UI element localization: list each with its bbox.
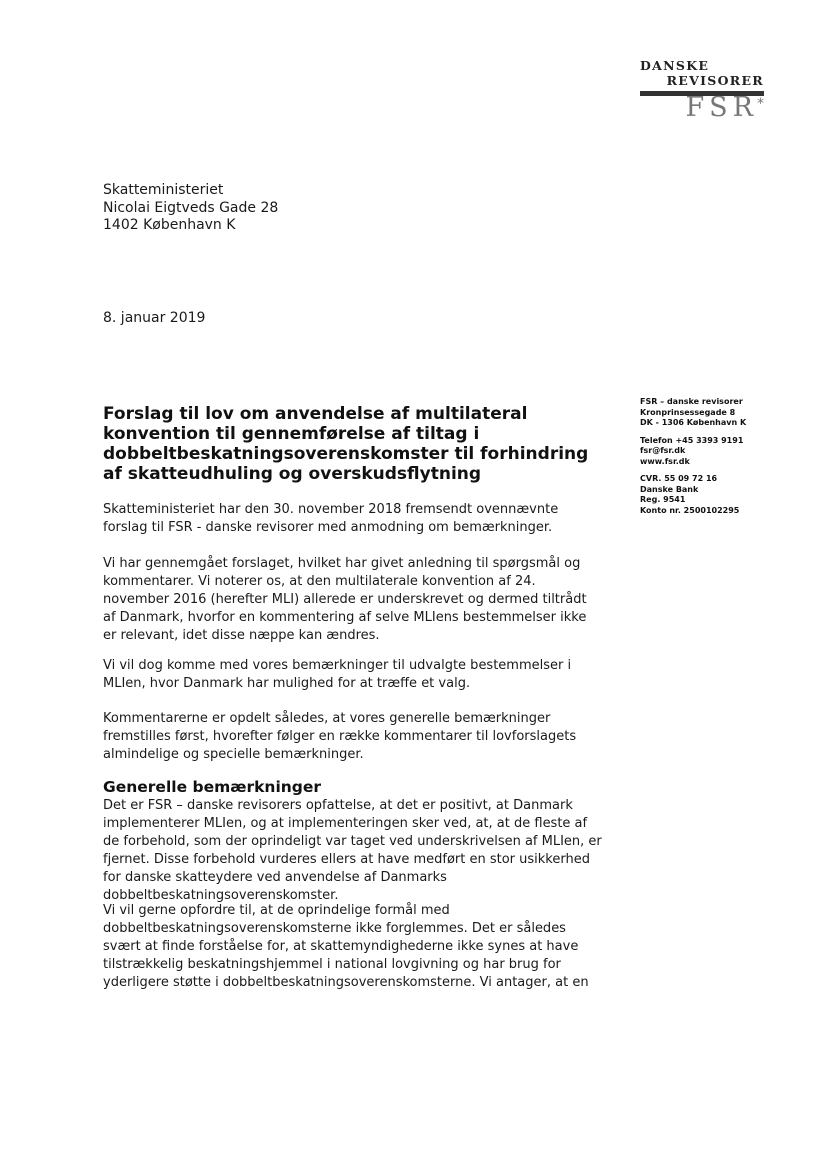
sender-info: [640, 397, 790, 523]
sender-web: www.fsr.dk: [640, 456, 690, 466]
recipient-address: [103, 182, 278, 235]
sender-street: Kronprinsessegade 8: [640, 407, 736, 417]
paragraph-1: Skatteministeriet har den 30. november 2018 fremsendt ovennævnte forslag til FSR - danske revisorer med anmodning om bemærkninger.: [103, 502, 559, 535]
sender-account: Konto nr. 2500102295: [640, 505, 740, 515]
sender-email: fsr@fsr.dk: [640, 446, 686, 455]
fsr-logo: [640, 58, 764, 123]
letter-date: 8. januar 2019: [103, 310, 206, 326]
paragraph-5: Det er FSR – danske revisorers opfattelse, at det er positivt, at Danmark implementerer MLIen, og at implementeringen sker ved, at, at de fleste af de forbehold, som der oprindeligt var taget ved underskrivelsen af MLIen, er fjernet. Disse forbehold vurderes ellers at have medført en stor usikkerhed for danske skatteydere ved anvendelse af Danmarks dobbeltbeskatningsoverenskomster.: [103, 798, 602, 903]
letter-title: Forslag til lov om anvendelse af multilateral konvention til gennemførelse af tiltag i dobbeltbeskatningsoverenskomster til forhindring af skatteudhuling og overskudsflytning: [103, 404, 589, 484]
logo-line-revisorer: REVISORER: [666, 73, 764, 88]
sender-city: DK - 1306 København K: [640, 418, 747, 427]
logo-line-danske: DANSKE: [640, 58, 710, 73]
sender-org: FSR – danske revisorer: [640, 397, 743, 406]
paragraph-6: Vi vil gerne opfordre til, at de oprindelige formål med dobbeltbeskatningsoverenskomsterne ikke forglemmes. Det er således svært at finde forståelse for, at skattemyndighederne ikke synes at have tilstrækkelig beskatningshjemmel i national lovgivning og har brug for yderligere støtte i dobbeltbeskatningsoverenskomsterne. Vi antager, at en: [103, 903, 589, 990]
recipient-street: Nicolai Eigtveds Gade 28: [103, 199, 279, 216]
sender-reg: Reg. 9541: [640, 495, 686, 504]
sender-phone: Telefon +45 3393 9191: [640, 435, 744, 445]
logo-fsr-mark: FSR: [685, 92, 758, 123]
section-heading: Generelle bemærkninger: [103, 778, 322, 796]
logo-star: *: [757, 96, 764, 112]
recipient-name: Skatteministeriet: [103, 182, 224, 198]
sender-cvr: CVR. 55 09 72 16: [640, 474, 718, 483]
paragraph-3: Vi vil dog komme med vores bemærkninger til udvalgte bestemmelser i MLIen, hvor Danmark har mulighed for at træffe et valg.: [103, 658, 572, 691]
paragraph-4: Kommentarerne er opdelt således, at vores generelle bemærkninger fremstilles først, hvorefter følger en række kommentarer til lovforslagets almindelige og specielle bemærkninger.: [103, 711, 577, 762]
recipient-city: 1402 København K: [103, 217, 236, 233]
sender-bank: Danske Bank: [640, 484, 699, 494]
paragraph-2: Vi har gennemgået forslaget, hvilket har givet anledning til spørgsmål og kommentarer. Vi noterer os, at den multilaterale konvention af 24. november 2016 (herefter MLI) allerede er underskrevet og dermed tiltrådt af Danmark, hvorfor en kommentering af selve MLIens bestemmelser ikke er relevant, idet disse næppe kan ændres.: [103, 556, 587, 643]
